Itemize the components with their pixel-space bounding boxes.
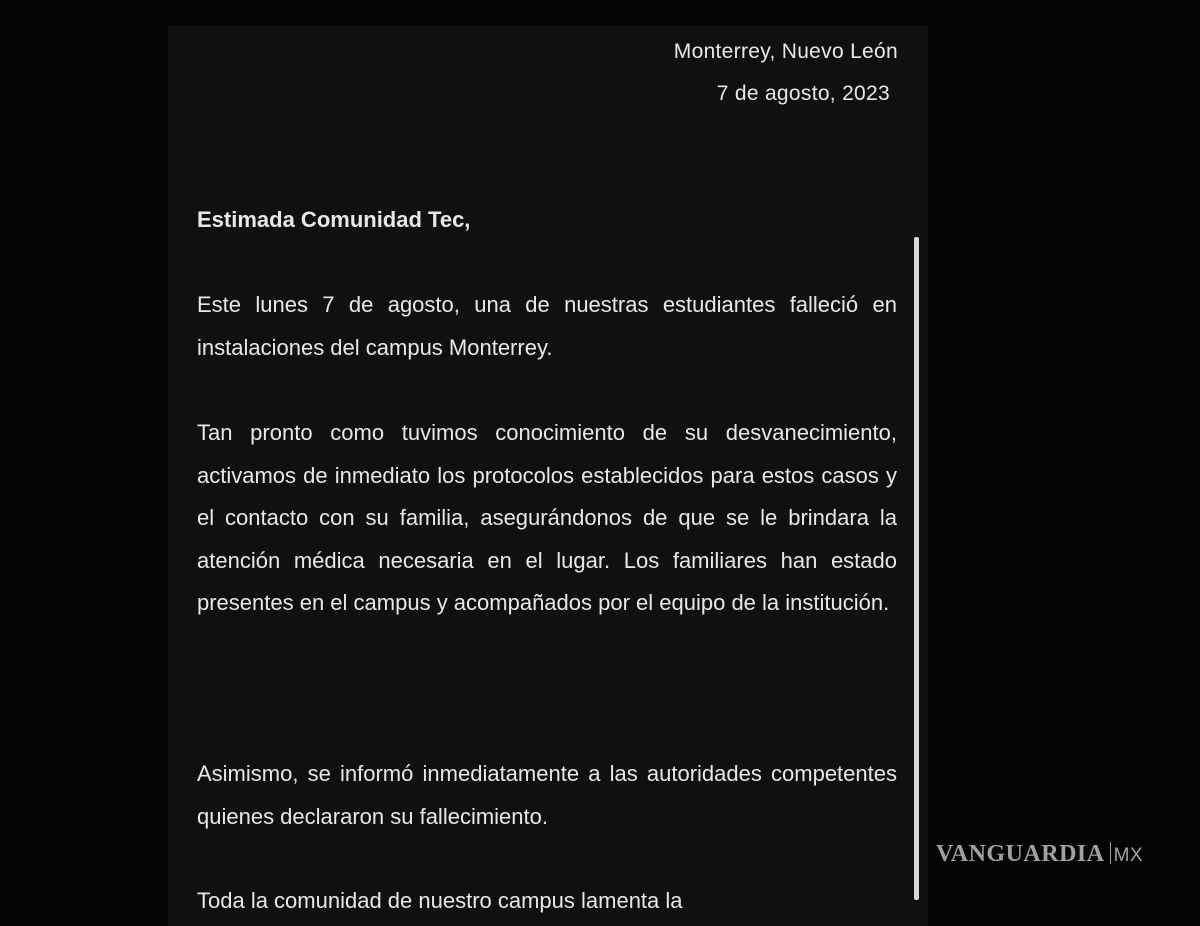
watermark-region: MX [1113,845,1144,866]
letter-date: 7 de agosto, 2023 [716,82,890,105]
letter-salutation: Estimada Comunidad Tec, [197,207,471,232]
letter-document [168,26,928,926]
letter-paragraph-1: Este lunes 7 de agosto, una de nuestras estudiantes falleció en instalaciones del campus Monterrey. [197,292,897,360]
vanguardia-watermark [936,841,1143,868]
letter-paragraph-2: Tan pronto como tuvimos conocimiento de su desvanecimiento, activamos de inmediato los protocolos establecidos para estos casos y el contacto con su familia, asegurándonos de que se le brindara la atención médica necesaria en el lugar. Los familiares han estado presentes en el campus y acompañados por el equipo de la institución. [197,420,897,615]
letter-place: Monterrey, Nuevo León [673,40,898,63]
watermark-brand: VANGUARDIA [936,841,1105,867]
watermark-separator [1110,842,1111,864]
vertical-scrollbar[interactable] [914,237,919,900]
letter-paragraph-3: Asimismo, se informó inmediatamente a las autoridades competentes quienes declararon su fallecimiento. [197,761,897,829]
letter-paragraph-4: Toda la comunidad de nuestro campus lamenta la [197,888,683,913]
